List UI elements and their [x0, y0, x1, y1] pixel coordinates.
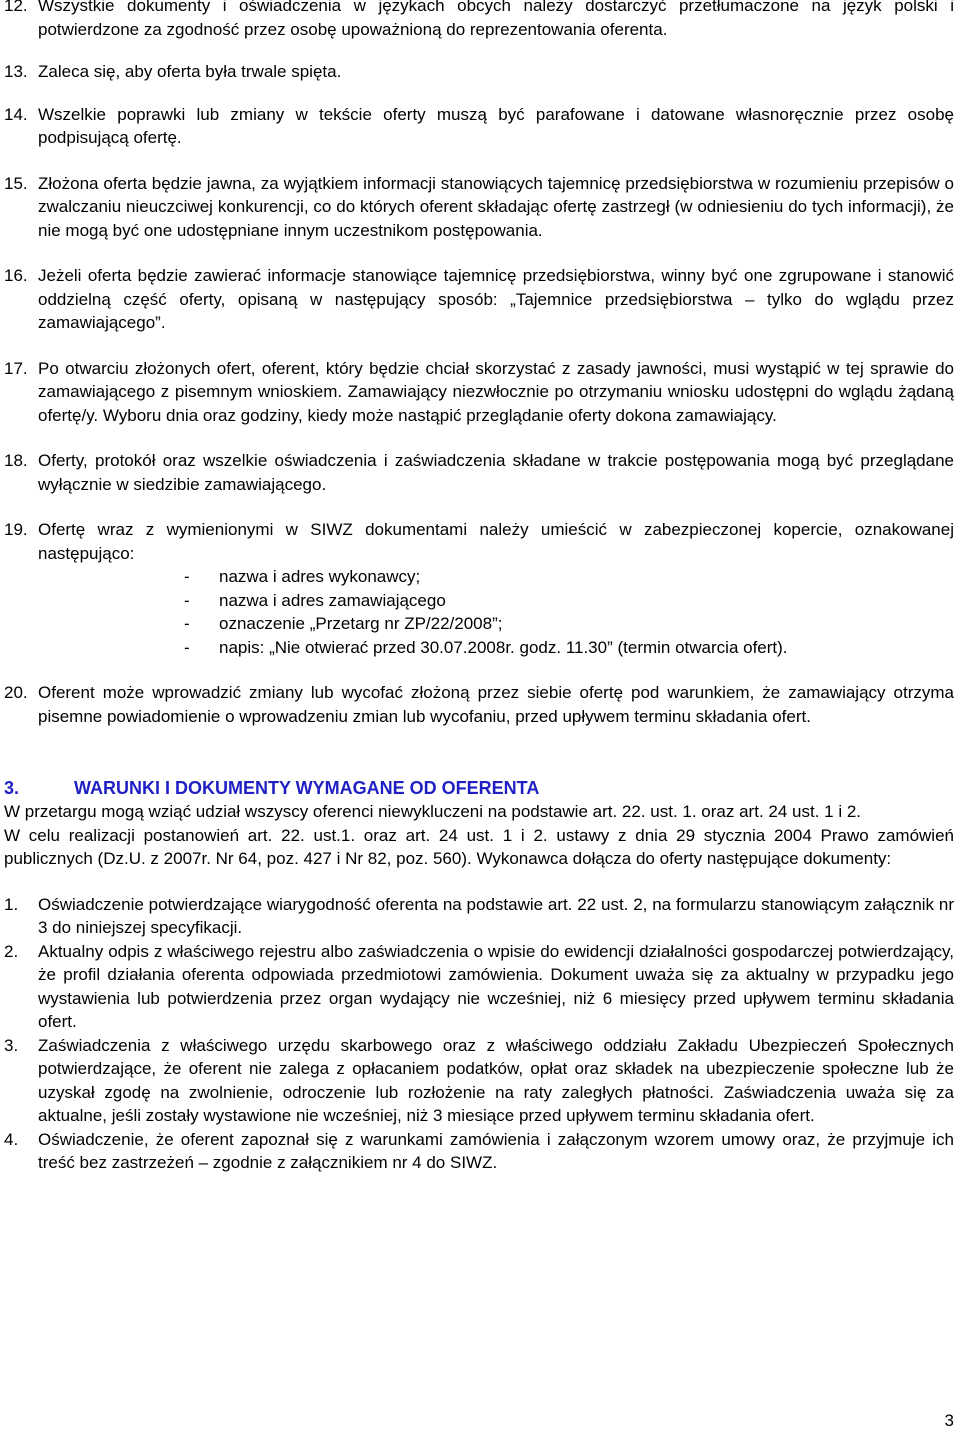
page-number: 3 [944, 1411, 954, 1430]
item-number: 2. [4, 941, 19, 961]
item-number: 16. [4, 266, 28, 285]
section-heading [0, 776, 960, 800]
item-text: Zaświadczenia z właściwego urzędu skarbowego oraz z właściwego oddziału Zakładu Ubezpieczeń Społecznych potwierdzające, że oferent nie zalega z opłacaniem podatków, opłat oraz składek na ubezpieczenie społeczne lub że uzyskał zgodę na zwolnienie, odroczenie lub rozłożenie na raty zaległych płatności. Zaświadczenia uważa się za aktualne, jeśli zostały wystawione nie wcześniej, niż 3 miesiące przed upływem terminu składania ofert. [38, 1035, 954, 1125]
document-item-2 [0, 940, 960, 1034]
list-item-20 [0, 681, 960, 728]
envelope-marking-item: - nazwa i adres zamawiającego [184, 589, 960, 613]
item-text: Zaleca się, aby oferta była trwale spięta. [38, 62, 342, 81]
list-item-13 [0, 60, 960, 84]
section-number: 3. [4, 778, 20, 798]
item-text: Po otwarciu złożonych ofert, oferent, który będzie chciał skorzystać z zasady jawności, musi wystąpić w tej sprawie do zamawiającego z pisemnym wnioskiem. Zamawiający niezwłocznie po otrzymaniu wniosku udostępni do wglądu żądaną ofertę/y. Wyboru dnia oraz godziny, kiedy może nastąpić przeglądanie oferty dokona zamawiający. [38, 358, 954, 425]
item-text: Jeżeli oferta będzie zawierać informacje stanowiące tajemnicę przedsiębiorstwa, winny być one zgrupowane i stanowić oddzielną część oferty, opisaną w następujący sposób: „Tajemnice przedsiębiorstwa – tylko do wglądu przez zamawiającego”. [38, 266, 954, 332]
item-number: 18. [4, 451, 28, 470]
item-text: Oferty, protokół oraz wszelkie oświadczenia i zaświadczenia składane w trakcie postępowania mogą być przeglądane wyłącznie w siedzibie zamawiającego. [38, 451, 954, 494]
item-number: 1. [4, 894, 19, 914]
dash-marker: - [184, 614, 190, 633]
item-text: Ofertę wraz z wymienionymi w SIWZ dokumentami należy umieścić w zabezpieczonej kopercie, oznakowanej następująco: [38, 520, 954, 563]
document-item-1 [0, 893, 960, 940]
item-text: Aktualny odpis z właściwego rejestru albo zaświadczenia o wpisie do ewidencji działalności gospodarczej potwierdzający, że profil działania oferenta odpowiada przedmiotowi zamówienia. Dokument uważa się za aktualny w przypadku jego wystawienia lub potwierdzenia przez organ wydający nie wcześniej, niż 6 miesięcy przed upływem terminu składania ofert. [38, 941, 954, 1031]
document-item-3 [0, 1034, 960, 1128]
item-text: Oświadczenie, że oferent zapoznał się z warunkami zamówienia i załączonym wzorem umowy oraz, że przyjmuje ich treść bez zastrzeżeń – zgodnie z załącznikiem nr 4 do SIWZ. [38, 1129, 954, 1172]
item-number: 12. [4, 0, 28, 15]
requirements-paragraph: W celu realizacji postanowień art. 22. ust.1. oraz art. 24 ust. 1 i 2. ustawy z dnia 29 stycznia 2004 Prawo zamówień publicznych (Dz.U. z 2007r. Nr 64, poz. 427 i Nr 82, poz. 560). Wykonawca dołącza do oferty następujące dokumenty: [4, 825, 954, 868]
item-text: Oferent może wprowadzić zmiany lub wycofać złożoną przez siebie ofertę pod warunkiem, że zamawiający otrzyma pisemne powiadomienie o wprowadzeniu zmian lub wycofaniu, przed upływem terminu składania ofert. [38, 683, 954, 726]
envelope-marking-item: - napis: „Nie otwierać przed 30.07.2008r. godz. 11.30” (termin otwarcia ofert). [184, 636, 960, 660]
item-number: 20. [4, 683, 28, 702]
list-item-15 [0, 172, 960, 243]
list-item-16 [0, 264, 960, 335]
list-item-17 [0, 357, 960, 428]
dash-marker: - [184, 590, 190, 610]
item-number: 13. [4, 62, 28, 81]
item-text: Wszelkie poprawki lub zmiany w tekście oferty muszą być parafowane i datowane własnoręcznie przez osobę podpisującą ofertę. [38, 104, 954, 147]
item-text: Złożona oferta będzie jawna, za wyjątkiem informacji stanowiących tajemnicę przedsiębiorstwa w rozumieniu przepisów o zwalczaniu nieuczciwej konkurencji, co do których oferent składając ofertę zastrzegł (w odniesieniu do tych informacji), że nie mogą być one udostępniane innym uczestnikom postępowania. [38, 173, 954, 240]
envelope-marking-item: - oznaczenie „Przetarg nr ZP/22/2008”; [184, 612, 960, 636]
item-number: 4. [4, 1129, 19, 1149]
list-item-19 [0, 518, 960, 565]
dash-marker: - [184, 567, 190, 586]
item-number: 17. [4, 358, 28, 378]
item-number: 3. [4, 1035, 19, 1055]
list-item-18 [0, 449, 960, 496]
item-number: 15. [4, 173, 28, 193]
item-number: 14. [4, 104, 28, 124]
envelope-marking-list [0, 565, 960, 659]
document-item-4 [0, 1128, 960, 1175]
item-text: Oświadczenie potwierdzające wiarygodność oferenta na podstawie art. 22 ust. 2, na formularzu stanowiącym załącznik nr 3 do niniejszej specyfikacji. [38, 894, 954, 937]
item-number: 19. [4, 520, 28, 539]
list-item-14 [0, 103, 960, 150]
section-title: WARUNKI I DOKUMENTY WYMAGANE OD OFERENTA [74, 778, 540, 798]
dash-marker: - [184, 637, 190, 657]
item-text: Wszystkie dokumenty i oświadczenia w językach obcych należy dostarczyć przetłumaczone na język polski i potwierdzone za zgodność przez osobę upoważnioną do reprezentowania oferenta. [38, 0, 954, 39]
envelope-marking-item: - nazwa i adres wykonawcy; [184, 565, 960, 589]
eligibility-paragraph: W przetargu mogą wziąć udział wszyscy oferenci niewykluczeni na podstawie art. 22. ust. 1. oraz art. 24 ust. 1 i 2. [4, 802, 861, 821]
list-item-12 [0, 0, 960, 41]
